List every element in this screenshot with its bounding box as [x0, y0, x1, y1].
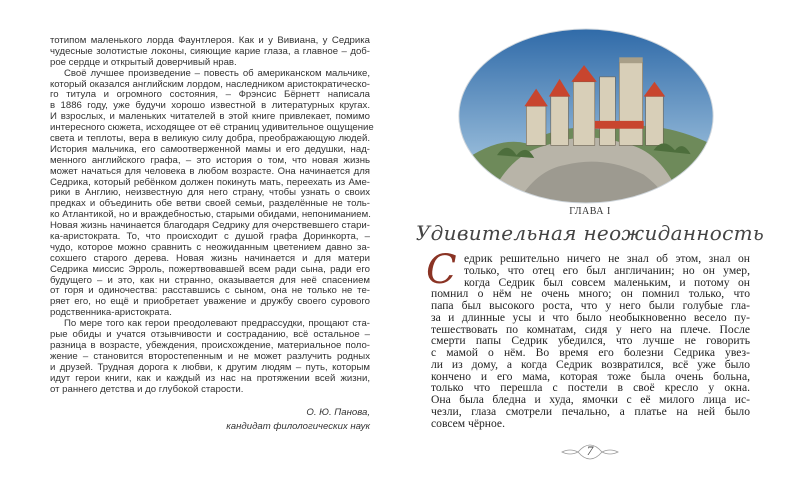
text-line: тотипом маленького лорда Фаунтлероя. Как и у Вивиана, у Седрика: [50, 35, 370, 46]
text-line: света и теплоты, вера в великую силу добра, преображающую людей.: [50, 133, 370, 145]
text-line: сохшего старого дерева. Новая жизнь начинается и для матери: [50, 252, 370, 264]
text-line: когда Седрик был совсем маленьким, и потому он: [464, 275, 750, 289]
text-line: менного английского графа, – это история о том, что новая жизнь: [50, 154, 370, 166]
signature-name: О. Ю. Панова,: [306, 407, 370, 418]
text-line: предках и объединить обе ветви своей семьи, разделённые не толь-: [50, 198, 370, 210]
text-line: ко Атлантикой, но и враждебностью, старыми обидами, непониманием.: [50, 209, 371, 221]
page-number: 7: [586, 443, 594, 458]
text-line: разница в возрасте, убеждения, происхождение, материальное поло-: [50, 339, 370, 351]
text-line: Она была бледна и худа, ямочки с её милого лица ис-: [431, 393, 750, 406]
text-line: жение – становится второстепенным и не может разлучить родных: [50, 350, 370, 362]
text-line: Своё лучшее произведение – повесть об американском мальчике,: [64, 67, 370, 79]
text-line: го титула и огромного состояния, – Фрэнсис Бёрнетт написала: [50, 89, 370, 101]
text-line: папа был высокого роста, что у него были голубые гла-: [431, 299, 750, 312]
text-line: чудесные золотистые локоны, сияющие карие глаза, а главное – доб-: [50, 45, 370, 57]
text-line: чезли, глаза смотрели печально, а платье на ней было: [431, 404, 750, 418]
text-line: рое сердце и открытый доверчивый нрав.: [50, 56, 237, 68]
foreword-text: [50, 35, 374, 395]
text-line: идут герои книги, как и каждый из нас на протяжении всей жизни,: [50, 372, 370, 384]
text-line: за и длинные усы и что было необыкновенно весело пу-: [431, 310, 750, 324]
text-line: Новая жизнь начинается благодаря Седрику для очерствевшего стари-: [50, 220, 370, 232]
text-line: Седрика миссис Эрроль, пожертвовавшей всем ради сына, ради его: [50, 263, 370, 275]
signature-title: кандидат филологических наук: [226, 421, 370, 432]
text-line: родственника-аристократа.: [50, 307, 172, 319]
chapter-label: ГЛАВА I: [569, 206, 611, 217]
text-line: едрик решительно ничего не знал об этом, знал он: [464, 252, 750, 265]
right-page: [400, 0, 800, 480]
text-line: будущего – и это, как ни странно, оказывается для неё спасением: [50, 274, 370, 286]
text-line: интересного сюжета, исходящее от её страниц удивительное ощущение: [50, 122, 374, 134]
text-line: от горя и одиночества: расставшись с сыном, она не только не те-: [50, 285, 370, 297]
text-line: И взрослых, и маленьких читателей в этой книге привлекает, помимо: [50, 111, 370, 123]
chapter-text: [431, 253, 750, 429]
text-line: совсем чёрное.: [431, 416, 505, 430]
text-line: тешествовать по комнатам, сидя у него на плече. После: [431, 322, 750, 336]
text-line: История мальчика, его самоотверженной мамы и его дедушки, над-: [50, 143, 370, 155]
text-line: в 1886 году, уже будучи хорошо известной в литературных кругах.: [50, 100, 370, 112]
text-line: ряет его, но ещё и приобретает уважение и дружбу своего сурового: [50, 296, 370, 308]
text-line: может начаться для человека в любом возрасте. Она начинается для: [50, 165, 370, 177]
page-number-ornament: [560, 440, 620, 464]
text-line: который оказался английским лордом, наследником аристократическо-: [50, 78, 370, 90]
text-line: По мере того как герои преодолевают предрассудки, прощают ста-: [64, 318, 370, 330]
text-line: помнил о нём не очень много; он помнил только, что: [431, 287, 750, 301]
drop-cap: С: [426, 247, 457, 293]
text-line: только что перешла с постели в своё кресло у окна.: [431, 381, 750, 395]
text-line: ли из дому, а когда Седрик возвратился, всё уже было: [431, 357, 750, 371]
text-line: Седрика, который ребёнком должен покинуть мать, переехать из Аме-: [50, 176, 370, 188]
text-line: смерти папы Седрик убедился, что лучше не говорить: [431, 334, 750, 348]
chapter-title: Удивительная неожиданность: [415, 221, 765, 245]
text-line: кончено и его мама, которая тоже была очень больна,: [431, 369, 750, 383]
text-line: от раннего детства и до глубокой старости.: [50, 383, 244, 395]
castle-illustration: [455, 28, 717, 204]
text-line: и друзей. Трудная дорога к любви, к другим людям – путь, которым: [50, 361, 370, 373]
text-line: с мамой о нём. Во время его болезни Седрика увез-: [431, 346, 750, 359]
text-line: только, что отец его был англичанин; но он умер,: [464, 263, 750, 277]
text-line: рики в Англию, неизвестную для него страну, чтобы узнать о своих: [50, 187, 370, 199]
text-line: чудо, которое можно сравнить с неожиданным цветением давно за-: [50, 241, 370, 253]
text-line: рые обиды и учатся отзывчивости и состраданию, всё остальное –: [50, 329, 370, 341]
text-line: ка-аристократа. То, что происходит с душой графа Доринкорта, –: [50, 231, 370, 243]
